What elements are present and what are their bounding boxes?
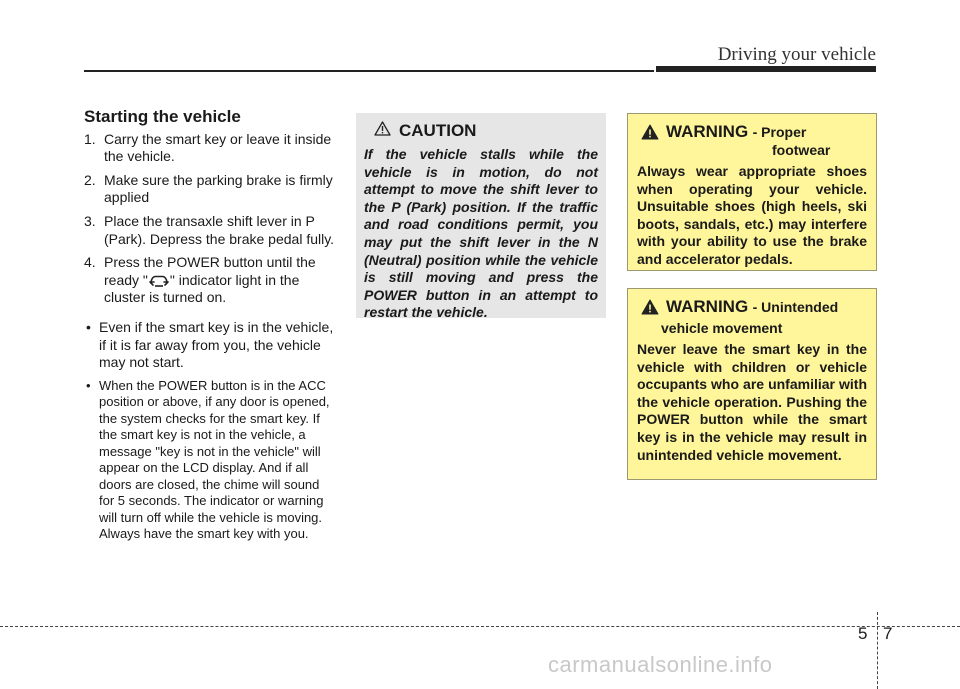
warning-box-footwear xyxy=(627,113,877,271)
warning-text: Always wear appropriate shoes when operating your vehicle. Unsuitable shoes (high heels, ski boots, sandals, etc.) may interfere with your ability to use the brake and accelerator pedals. xyxy=(637,163,867,267)
header-title: Driving your vehicle xyxy=(717,44,876,65)
step-item xyxy=(84,213,336,248)
warning-header xyxy=(641,297,867,320)
warning-label: WARNING xyxy=(666,297,749,316)
step-text: Place the transaxle shift lever in P (Park). Depress the brake pedal fully. xyxy=(104,212,335,247)
step-text: Carry the smart key or leave it inside the vehicle. xyxy=(104,130,332,165)
bullet-text: When the POWER button is in the ACC position or above, if any door is opened, the system checks for the smart key. If the smart key is not in the vehicle, a message "key is not in the vehicle" will appear on the LCD display. And if all doors are closed, the chime will sound for 5 seconds. The indicator or warning will turn off while the vehicle is moving. Always have the smart key with you. xyxy=(99,377,330,542)
step-item xyxy=(84,254,336,307)
warning-header xyxy=(641,122,867,158)
list-item xyxy=(84,378,336,543)
starting-section xyxy=(84,108,336,543)
step-item xyxy=(84,131,336,166)
step-number: 4. xyxy=(84,254,96,271)
warning-box-movement xyxy=(627,288,877,480)
warning-label: WARNING xyxy=(666,122,749,141)
step-text-pre: Press the POWER button until the ready " xyxy=(104,254,316,288)
caution-box xyxy=(356,113,606,321)
caution-label: CAUTION xyxy=(399,121,477,140)
footer-rule xyxy=(0,626,960,627)
bullet-mark: • xyxy=(86,377,91,393)
step-item xyxy=(84,172,336,207)
header-rule-thin xyxy=(84,70,654,72)
step-number: 3. xyxy=(84,212,96,229)
page-number-divider xyxy=(877,612,878,689)
warning-subtitle-line2: vehicle movement xyxy=(661,320,783,336)
warning-triangle-filled-icon xyxy=(641,122,666,145)
caution-header xyxy=(374,121,598,141)
warning-triangle-filled-icon xyxy=(641,297,666,320)
warning-text: Never leave the smart key in the vehicle with children or vehicle occupants who are unfamiliar with the vehicle operation. Pushing the POWER button while the smart key is in the vehicle may result in unintended vehicle movement. xyxy=(637,341,867,463)
step-text: Make sure the parking brake is firmly applied xyxy=(104,171,333,206)
list-item xyxy=(84,319,336,372)
warning-subtitle-line2: footwear xyxy=(772,142,831,158)
warning-subtitle: - Unintended xyxy=(752,299,839,315)
warning-triangle-outline-icon xyxy=(374,121,399,141)
watermark: carmanualsonline.info xyxy=(548,652,773,677)
warning-subtitle: - Proper xyxy=(752,124,807,140)
step-text-post: " indicator light in the cluster is turned on. xyxy=(104,271,300,306)
step-number: 1. xyxy=(84,130,96,147)
bullet-mark: • xyxy=(86,318,91,335)
page-number: 7 xyxy=(883,624,893,643)
step-number: 2. xyxy=(84,171,96,188)
ready-car-icon xyxy=(148,273,170,289)
caution-text: If the vehicle stalls while the vehicle is in motion, do not attempt to move the shift lever to the P (Park) position. If the traffic and road conditions permit, you may put the shift lever in the N (Neutral) position while the vehicle is still moving and press the POWER button in an attempt to restart the vehicle. xyxy=(364,146,598,321)
header-rule-thick xyxy=(656,66,876,72)
bullet-text: Even if the smart key is in the vehicle, if it is far away from you, the vehicle may not start. xyxy=(99,318,334,371)
chapter-number: 5 xyxy=(858,624,868,643)
section-title: Starting the vehicle xyxy=(84,107,241,126)
